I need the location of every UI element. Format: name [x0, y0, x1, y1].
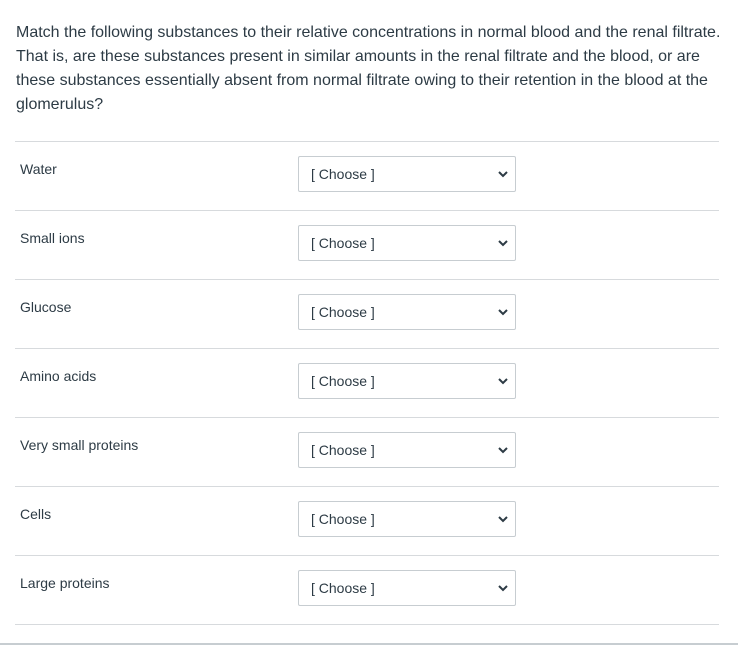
match-row-large-proteins: [15, 555, 719, 625]
select-value: [ Choose ]: [311, 580, 375, 596]
match-row-small-ions: [15, 210, 719, 279]
match-select-small-ions[interactable]: [298, 225, 516, 261]
match-select-glucose[interactable]: [298, 294, 516, 330]
chevron-down-icon: [498, 238, 508, 248]
select-value: [ Choose ]: [311, 373, 375, 389]
match-label: Very small proteins: [20, 437, 139, 453]
chevron-down-icon: [498, 583, 508, 593]
chevron-down-icon: [498, 376, 508, 386]
chevron-down-icon: [498, 514, 508, 524]
match-label: Amino acids: [20, 368, 97, 384]
matching-table: [15, 141, 719, 625]
match-row-cells: [15, 486, 719, 555]
match-label: Small ions: [20, 230, 85, 246]
select-value: [ Choose ]: [311, 442, 375, 458]
chevron-down-icon: [498, 445, 508, 455]
chevron-down-icon: [498, 307, 508, 317]
select-value: [ Choose ]: [311, 304, 375, 320]
match-label: Large proteins: [20, 575, 110, 591]
match-select-water[interactable]: [298, 156, 516, 192]
match-row-very-small-proteins: [15, 417, 719, 486]
match-row-water: [15, 141, 719, 210]
match-select-large-proteins[interactable]: [298, 570, 516, 606]
match-label: Glucose: [20, 299, 72, 315]
match-label: Cells: [20, 506, 52, 522]
question-text: Match the following substances to their relative concentrations in normal blood and the renal filtrate. That is, are these substances present in similar amounts in the renal filtrate and the blood, or are these substances essentially absent from normal filtrate owing to their retention in the blood at the glomerulus?: [16, 24, 721, 113]
match-row-amino-acids: [15, 348, 719, 417]
match-label: Water: [20, 161, 57, 177]
match-select-cells[interactable]: [298, 501, 516, 537]
match-select-amino-acids[interactable]: [298, 363, 516, 399]
select-value: [ Choose ]: [311, 235, 375, 251]
chevron-down-icon: [498, 169, 508, 179]
match-row-glucose: [15, 279, 719, 348]
select-value: [ Choose ]: [311, 511, 375, 527]
select-value: [ Choose ]: [311, 166, 375, 182]
match-select-very-small-proteins[interactable]: [298, 432, 516, 468]
